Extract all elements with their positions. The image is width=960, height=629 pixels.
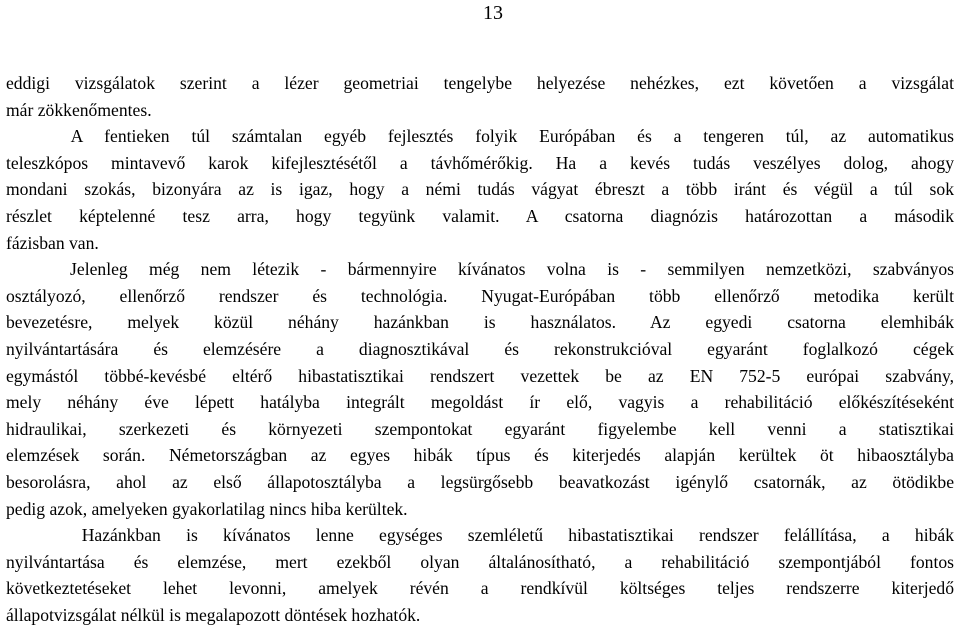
text-line: nyilvántartása és elemzése, mert ezekből olyan általánosítható, a rehabilitáció szempontjából fontos	[6, 551, 954, 572]
text-line: teleszkópos mintavevő karok kifejlesztésétől a távhőmérőkig. Ha a kevés tudás veszélyes dolog, ahogy	[6, 152, 954, 173]
text-line: osztályozó, ellenőrző rendszer és technológia. Nyugat-Európában több ellenőrző metodika került	[6, 285, 954, 306]
text-line: pedig azok, amelyeken gyakorlatilag nincs hiba kerültek.	[6, 498, 408, 519]
page-number: 13	[483, 2, 503, 24]
text-line: mely néhány éve lépett hatályba integrált megoldást ír elő, vagyis a rehabilitáció előkészítéseként	[6, 392, 954, 413]
text-line: állapotvizsgálat nélkül is megalapozott döntések hozhatók.	[6, 604, 421, 625]
text-line: mondani szokás, bizonyára az is igaz, hogy a némi tudás vágyat ébreszt a több iránt és végül a túl sok	[6, 179, 954, 200]
text-line: részlet képtelenné tesz arra, hogy tegyünk valamit. A csatorna diagnózis határozottan a második	[6, 205, 954, 226]
text-line: már zökkenőmentes.	[6, 99, 152, 120]
text-line: elemzések során. Németországban az egyes hibák típus és kiterjedés alapján kerültek öt hibaosztályba	[6, 445, 954, 466]
text-line: besorolásra, ahol az első állapotosztályba a legsürgősebb beavatkozást igénylő csatornák, az ötödikbe	[6, 471, 954, 492]
text-line: nyilvántartására és elemzésére a diagnosztikával és rekonstrukcióval egyaránt foglalkozó cégek	[6, 338, 954, 359]
text-line: hidraulikai, szerkezeti és környezeti szempontokat egyaránt figyelembe kell venni a statisztikai	[6, 418, 954, 439]
text-line: A fentieken túl számtalan egyéb fejlesztés folyik Európában és a tengeren túl, az automatikus	[6, 126, 954, 147]
text-line: egymástól többé-kevésbé eltérő hibastatisztikai rendszert vezettek be az EN 752-5 európai szabvány,	[6, 365, 954, 386]
text-line: Hazánkban is kívánatos lenne egységes szemléletű hibastatisztikai rendszer felállítása, a hibák	[6, 525, 954, 546]
text-line: eddigi vizsgálatok szerint a lézer geometriai tengelybe helyezése nehézkes, ezt követően a vizsgálat	[6, 73, 954, 93]
body-text	[6, 70, 954, 628]
text-line: Jelenleg még nem létezik - bármennyire kívánatos volna is - semmilyen nemzetközi, szabványos	[6, 259, 954, 280]
text-line: fázisban van.	[6, 232, 99, 253]
text-line: bevezetésre, melyek közül néhány hazánkban is használatos. Az egyedi csatorna elemhibák	[6, 312, 954, 333]
text-line: következtetéseket lehet levonni, amelyek révén a rendkívül költséges teljes rendszerre kiterjedő	[6, 578, 954, 599]
